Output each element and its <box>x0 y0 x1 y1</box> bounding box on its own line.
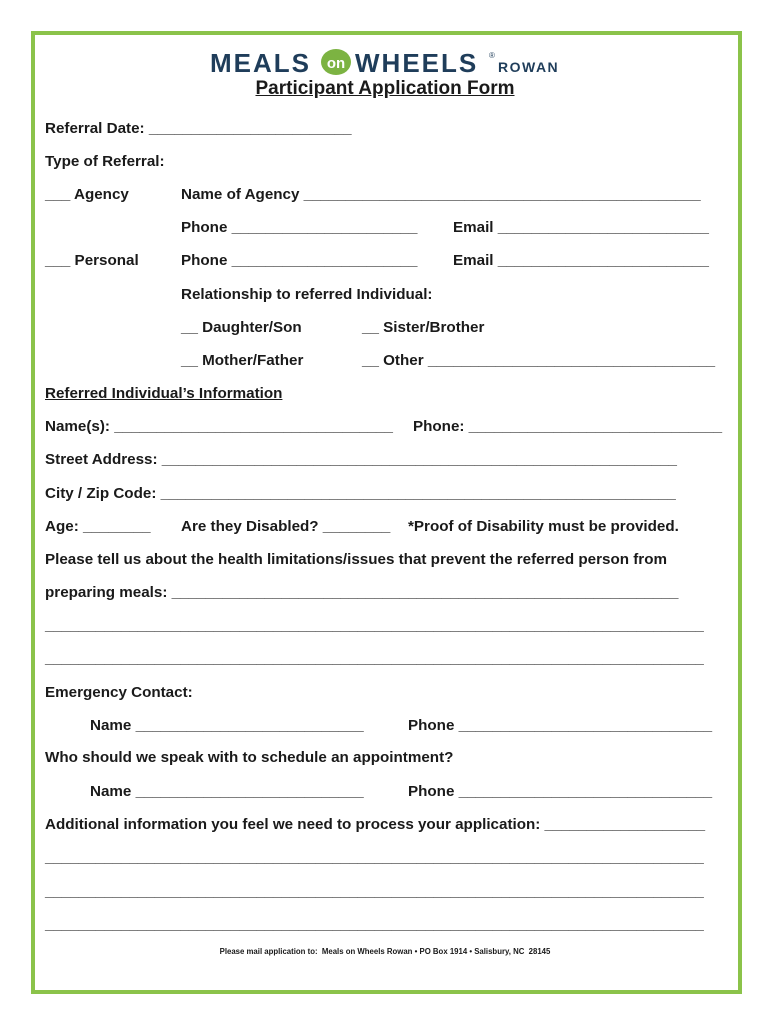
additional-line-1[interactable]: ______________________________________________________________________________ <box>45 849 704 866</box>
emergency-phone-field[interactable]: Phone ______________________________ <box>408 717 713 734</box>
age-field[interactable]: Age: ________ <box>45 518 151 535</box>
personal-phone-field[interactable]: Phone ______________________ <box>181 252 418 269</box>
mailing-address: Please mail application to: Meals on Wheels Rowan • PO Box 1914 • Salisbury, NC 28145 <box>219 947 551 956</box>
health-line-2[interactable]: ______________________________________________________________________________ <box>45 650 704 667</box>
logo-rowan: ROWAN <box>498 59 560 75</box>
relationship-label: Relationship to referred Individual: <box>181 286 433 303</box>
referral-date-field[interactable]: Referral Date: ________________________ <box>45 120 352 137</box>
additional-line-3[interactable]: ______________________________________________________________________________ <box>45 916 704 933</box>
appointment-question: Who should we speak with to schedule an appointment? <box>45 749 454 766</box>
logo-registered: ® <box>489 51 495 60</box>
other-option-field[interactable]: __ Other __________________________________ <box>362 352 716 369</box>
appointment-phone-field[interactable]: Phone ______________________________ <box>408 783 713 800</box>
proof-of-disability-note: *Proof of Disability must be provided. <box>408 518 679 535</box>
logo-wheels: WHEELS <box>355 48 479 78</box>
individual-phone-field[interactable]: Phone: ______________________________ <box>413 418 723 435</box>
logo-meals: MEALS <box>210 48 311 78</box>
street-address-field[interactable]: Street Address: _____________________________________________________________ <box>45 451 677 468</box>
emergency-contact-label: Emergency Contact: <box>45 684 193 701</box>
additional-info-field[interactable]: Additional information you feel we need to process your application: ___________________ <box>45 816 706 833</box>
personal-checkbox[interactable]: ___ Personal <box>45 252 139 269</box>
logo-on: on <box>326 55 346 72</box>
type-of-referral-label: Type of Referral: <box>45 153 165 170</box>
emergency-name-field[interactable]: Name ___________________________ <box>90 717 364 734</box>
individual-info-heading: Referred Individual’s Information <box>45 385 283 402</box>
meals-on-wheels-logo <box>0 48 770 78</box>
form-title: Participant Application Form <box>255 78 515 99</box>
names-field[interactable]: Name(s): _________________________________ <box>45 418 393 435</box>
agency-checkbox[interactable]: ___ Agency <box>45 186 129 203</box>
sister-brother-option[interactable]: __ Sister/Brother <box>362 319 485 336</box>
daughter-son-option[interactable]: __ Daughter/Son <box>181 319 302 336</box>
agency-email-field[interactable]: Email _________________________ <box>453 219 709 236</box>
agency-phone-field[interactable]: Phone ______________________ <box>181 219 418 236</box>
health-line-1[interactable]: ______________________________________________________________________________ <box>45 617 704 634</box>
health-question: Please tell us about the health limitations/issues that prevent the referred person from <box>45 551 667 568</box>
additional-line-2[interactable]: ______________________________________________________________________________ <box>45 883 704 900</box>
city-zip-field[interactable]: City / Zip Code: _____________________________________________________________ <box>45 485 676 502</box>
appointment-name-field[interactable]: Name ___________________________ <box>90 783 364 800</box>
mother-father-option[interactable]: __ Mother/Father <box>181 352 304 369</box>
disabled-field[interactable]: Are they Disabled? ________ <box>181 518 391 535</box>
preparing-meals-field[interactable]: preparing meals: ____________________________________________________________ <box>45 584 679 601</box>
agency-name-field[interactable]: Name of Agency _______________________________________________ <box>181 186 701 203</box>
personal-email-field[interactable]: Email _________________________ <box>453 252 709 269</box>
